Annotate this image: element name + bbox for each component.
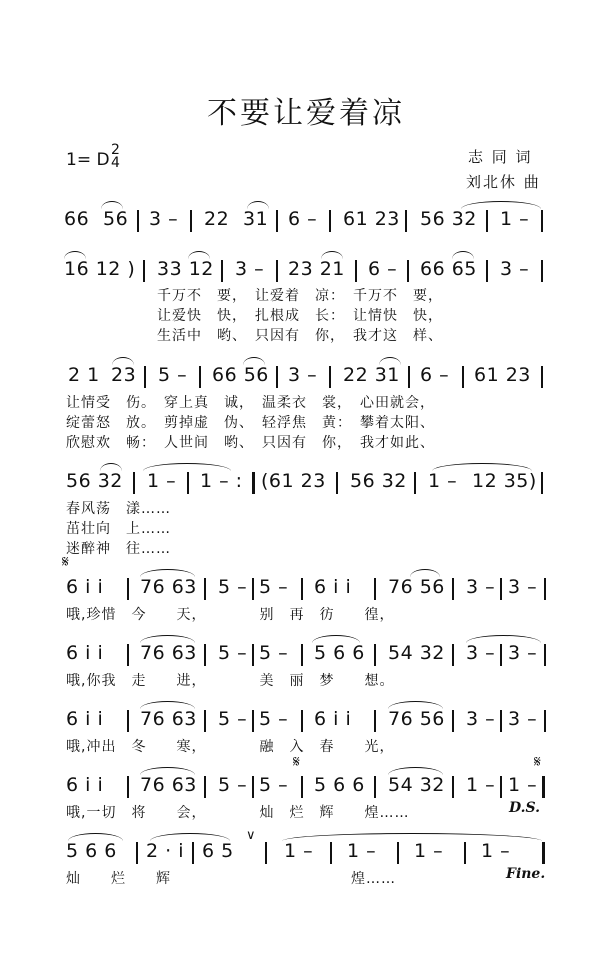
barline <box>374 578 376 600</box>
notes: 6 i i <box>66 708 104 730</box>
barline <box>252 644 254 666</box>
end-barline <box>542 842 545 864</box>
notes: 5 – <box>218 774 248 796</box>
notes: 3 – <box>235 258 265 280</box>
notes: 3 – <box>466 708 496 730</box>
notes: 2 · i <box>146 840 184 862</box>
notes: 3 – <box>466 576 496 598</box>
barline <box>500 710 502 732</box>
notes: 5 – <box>218 576 248 598</box>
barline <box>330 842 332 864</box>
lyric-line: 让爱快 快， 扎根成 长： 让情快 快， <box>157 308 443 324</box>
notes: 5 – <box>158 364 188 386</box>
notes: 12 35) <box>472 470 537 492</box>
notes: 6 – <box>420 364 450 386</box>
notes: 6 i i <box>314 576 352 598</box>
notes: 2 1 <box>68 364 100 386</box>
song-title: 不要让爱着凉 <box>207 96 405 131</box>
segno-sign: 𝄋 <box>293 752 300 771</box>
barline <box>544 644 546 666</box>
barline <box>137 210 139 232</box>
notes: 56 32 <box>350 470 407 492</box>
notes: 1 – <box>428 470 458 492</box>
barline <box>187 472 189 494</box>
barline <box>199 366 201 388</box>
notes: 54 32 <box>388 774 445 796</box>
barline <box>397 842 399 864</box>
barline <box>252 776 254 798</box>
notes: 3 – <box>508 708 538 730</box>
barline <box>252 710 254 732</box>
notes: 76 63 <box>140 774 197 796</box>
barline <box>500 578 502 600</box>
barline <box>204 578 206 600</box>
barline <box>265 842 267 864</box>
ds-marking: D.S. <box>509 800 541 816</box>
notes: 5 – <box>259 708 289 730</box>
notes: 5 – <box>259 774 289 796</box>
notes: 3 – <box>508 642 538 664</box>
time-denominator: 4 <box>111 155 120 171</box>
barline <box>405 210 407 232</box>
notes: 1 – <box>347 840 377 862</box>
notes: 66 <box>64 208 90 230</box>
notes: 6 – <box>288 208 318 230</box>
notes: 76 56 <box>388 576 445 598</box>
barline <box>127 578 129 600</box>
barline <box>221 260 223 282</box>
notes: 5 – <box>218 642 248 664</box>
barline <box>408 366 410 388</box>
barline <box>541 210 543 232</box>
barline <box>452 776 454 798</box>
barline <box>544 578 546 600</box>
notes: 22 31 <box>343 364 400 386</box>
notes: 3 – <box>466 642 496 664</box>
notes: 6 i i <box>66 642 104 664</box>
notes: 5 6 6 <box>314 774 365 796</box>
notes: 6 i i <box>314 708 352 730</box>
barline <box>414 472 416 494</box>
barline <box>541 366 543 388</box>
barline <box>541 472 543 494</box>
barline <box>329 366 331 388</box>
notes: 3 – <box>500 258 530 280</box>
notes: 3 – <box>288 364 318 386</box>
notes: 5 6 6 <box>314 642 365 664</box>
barline <box>544 710 546 732</box>
barline <box>252 578 254 600</box>
breath-mark: ∨ <box>246 828 257 843</box>
notes: 3 – <box>508 576 538 598</box>
notes: 76 63 <box>140 576 197 598</box>
barline <box>204 710 206 732</box>
barline <box>452 644 454 666</box>
barline <box>500 776 502 798</box>
notes: 1 – <box>508 774 538 796</box>
barline <box>133 472 135 494</box>
barline <box>500 644 502 666</box>
notes: 76 63 <box>140 708 197 730</box>
segno-sign: 𝄋 <box>62 552 69 571</box>
barline <box>486 210 488 232</box>
barline <box>127 776 129 798</box>
barline <box>276 366 278 388</box>
barline <box>329 210 331 232</box>
lyric-line: 欣慰欢 畅： 人世间 哟、 只因有 你， 我才如此、 <box>66 435 435 451</box>
notes: 33 12 <box>157 258 214 280</box>
barline <box>143 260 145 282</box>
lyric-line: 绽蕾怒 放。 剪掉虚 伪、 轻浮焦 黄： 攀着太阳、 <box>66 415 435 431</box>
barline <box>452 710 454 732</box>
barline <box>136 842 138 864</box>
notes: 76 63 <box>140 642 197 664</box>
notes: 1 – : <box>200 470 243 492</box>
barline <box>464 842 466 864</box>
notes: 16 12 ) <box>64 258 136 280</box>
segno-sign: 𝄋 <box>534 752 541 771</box>
notes: 1 – <box>414 840 444 862</box>
end-barline <box>542 776 545 798</box>
notes: 23 21 <box>288 258 345 280</box>
barline <box>374 776 376 798</box>
fine-marking: Fine. <box>506 866 546 882</box>
barline <box>127 644 129 666</box>
notes: 5 – <box>218 708 248 730</box>
lyric-line: 茁壮向 上…… <box>66 521 171 537</box>
notes: 66 56 <box>212 364 269 386</box>
notes: 6 – <box>368 258 398 280</box>
notes: 31 <box>243 208 269 230</box>
notes: 76 56 <box>388 708 445 730</box>
barline <box>486 260 488 282</box>
barline <box>355 260 357 282</box>
lyricist-credit: 志 同 词 <box>468 148 533 166</box>
notes: 56 32 <box>420 208 477 230</box>
barline <box>462 366 464 388</box>
lyric-line: 哦,一切 将 会， 灿 烂 辉 煌…… <box>66 805 410 821</box>
barline <box>276 260 278 282</box>
lyric-line: 迷醉神 往…… <box>66 541 171 557</box>
key-signature: 1= D <box>66 150 110 170</box>
lyric-line: 灿 烂 辉 煌…… <box>66 871 396 887</box>
barline <box>452 578 454 600</box>
composer-credit: 刘北休 曲 <box>466 173 541 191</box>
notes: 6 i i <box>66 774 104 796</box>
lyric-line: 春风荡 漾…… <box>66 501 171 517</box>
barline <box>144 366 146 388</box>
notes: 1 – <box>147 470 177 492</box>
notes: 1 – <box>466 774 496 796</box>
score-row-1 <box>0 208 612 248</box>
lyric-line: 让情受 伤。 穿上真 诚， 温柔衣 裳， 心田就会， <box>66 395 435 411</box>
barline <box>541 260 543 282</box>
barline <box>301 578 303 600</box>
notes: 56 32 <box>66 470 123 492</box>
notes: 6 i i <box>66 576 104 598</box>
time-numerator: 2 <box>111 142 120 158</box>
barline <box>204 776 206 798</box>
barline <box>276 210 278 232</box>
lyric-line: 生活中 哟、 只因有 你， 我才这 样、 <box>157 328 443 344</box>
barline <box>204 644 206 666</box>
notes: 1 – <box>284 840 314 862</box>
notes: 61 23 <box>343 208 400 230</box>
notes: 5 – <box>259 642 289 664</box>
notes: 1 – <box>481 840 511 862</box>
lyric-line: 哦,你我 走 进， 美 丽 梦 想。 <box>66 673 395 689</box>
notes: 3 – <box>149 208 179 230</box>
barline <box>127 710 129 732</box>
barline <box>301 710 303 732</box>
repeat-barline <box>252 472 255 494</box>
notes: 56 <box>103 208 129 230</box>
time-signature <box>111 144 120 170</box>
notes: (61 23 <box>261 470 326 492</box>
lyric-line: 哦,珍惜 今 天， 别 再 彷 徨， <box>66 607 395 623</box>
notes: 22 <box>204 208 230 230</box>
barline <box>301 776 303 798</box>
notes: 61 23 <box>474 364 531 386</box>
barline <box>190 210 192 232</box>
barline <box>192 842 194 864</box>
notes: 1 – <box>500 208 530 230</box>
notes: 5 6 6 <box>66 840 117 862</box>
barline <box>374 644 376 666</box>
notes: 66 65 <box>420 258 477 280</box>
barline <box>336 472 338 494</box>
notes: 6 5 <box>202 840 234 862</box>
notes: 23 <box>111 364 137 386</box>
barline <box>407 260 409 282</box>
lyric-line: 千万不 要， 让爱着 凉： 千万不 要， <box>157 288 443 304</box>
barline <box>374 710 376 732</box>
notes: 5 – <box>259 576 289 598</box>
lyric-line: 哦,冲出 冬 寒， 融 入 春 光， <box>66 739 395 755</box>
notes: 54 32 <box>388 642 445 664</box>
barline <box>301 644 303 666</box>
